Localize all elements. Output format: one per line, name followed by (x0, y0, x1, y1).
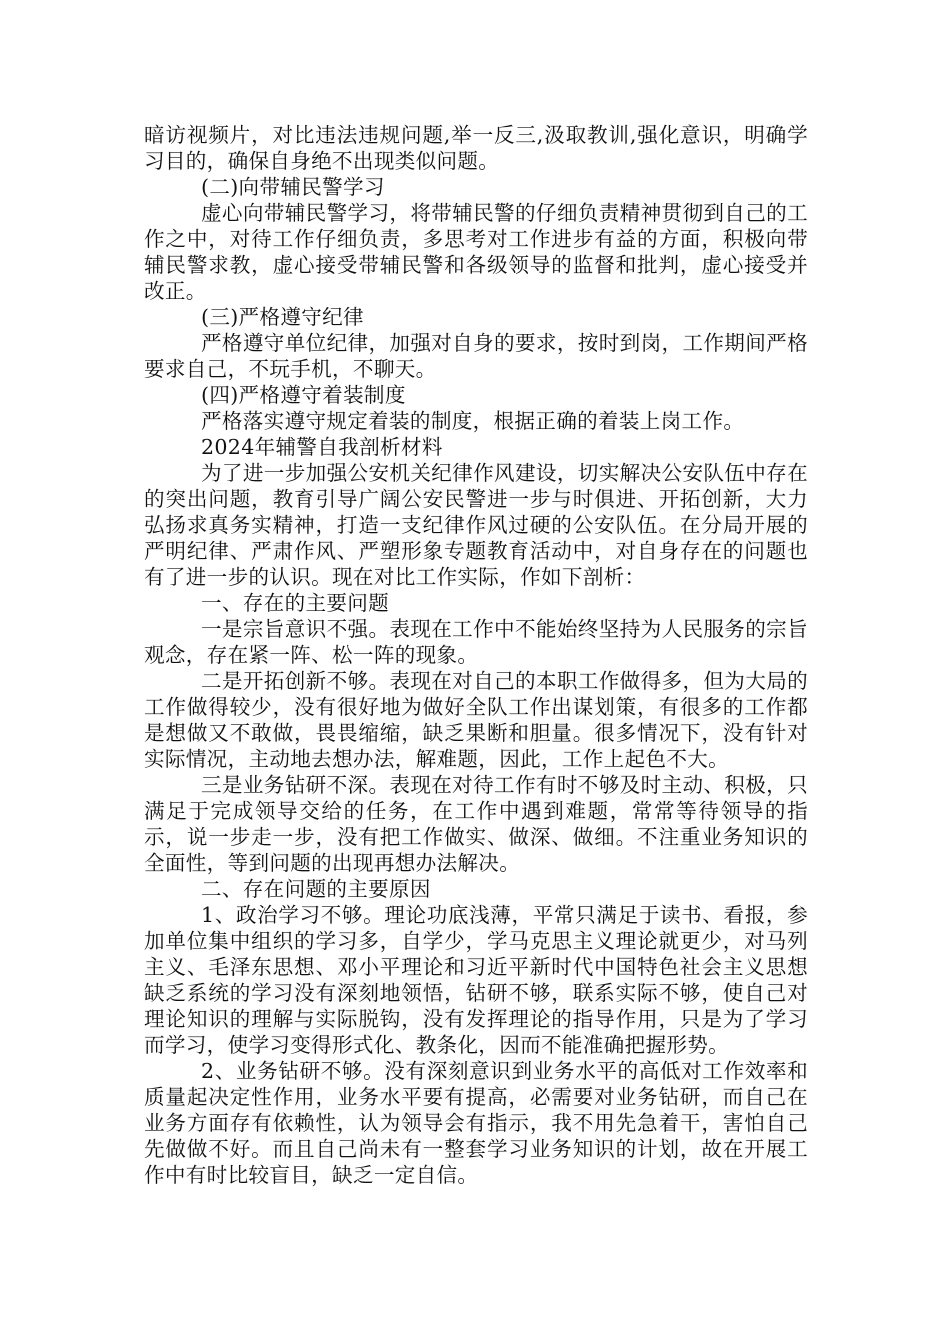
document-title: 2024年辅警自我剖析材料 (201, 435, 443, 459)
paragraph-dress-code: 严格落实遵守规定着装的制度，根据正确的着装上岗工作。 (201, 409, 745, 433)
paragraph-discipline: 严格遵守单位纪律，加强对自身的要求，按时到岗，工作期间严格要求自己，不玩手机，不聊天。 (144, 331, 808, 381)
paragraph-cause-1: 1、政治学习不够。理论功底浅薄，平常只满足于读书、看报，参加单位集中组织的学习多，自学少，学马克思主义理论就更少，对马列主义、毛泽东思想、邓小平理论和习近平新时代中国特色社会主义思想缺乏系统的学习没有深刻地领悟，钻研不够，联系实际不够，使自己对理论知识的理解与实际脱钩，没有发挥理论的指导作用，只是为了学习而学习，使学习变得形式化、教条化，因而不能准确把握形势。 (144, 903, 808, 1057)
paragraph-problem-3: 三是业务钻研不深。表现在对待工作有时不够及时主动、积极，只满足于完成领导交给的任务，在工作中遇到难题，常常等待领导的指示，说一步走一步，没有把工作做实、做深、做细。不注重业务知识的全面性，等到问题的出现再想办法解决。 (144, 773, 808, 875)
heading-learn-from-mentor: (二)向带辅民警学习 (201, 175, 385, 199)
heading-main-problems: 一、存在的主要问题 (201, 591, 390, 615)
paragraph-introduction: 为了进一步加强公安机关纪律作风建设，切实解决公安队伍中存在的突出问题，教育引导广阔公安民警进一步与时俱进、开拓创新，大力弘扬求真务实精神，打造一支纪律作风过硬的公安队伍。在分局开展的严明纪律、严肃作风、严塑形象专题教育活动中，对自身存在的问题也有了进一步的认识。现在对比工作实际，作如下剖析： (144, 461, 808, 589)
heading-discipline: (三)严格遵守纪律 (201, 305, 364, 329)
paragraph-learn-from-mentor: 虚心向带辅民警学习，将带辅民警的仔细负责精神贯彻到自己的工作之中，对待工作仔细负责，多思考对工作进步有益的方面，积极向带辅民警求教，虚心接受带辅民警和各级领导的监督和批判，虚心接受并改正。 (144, 201, 808, 303)
paragraph-problem-1: 一是宗旨意识不强。表现在工作中不能始终坚持为人民服务的宗旨观念，存在紧一阵、松一阵的现象。 (144, 617, 808, 667)
paragraph-problem-2: 二是开拓创新不够。表现在对自己的本职工作做得多，但为大局的工作做得较少，没有很好地为做好全队工作出谋划策，有很多的工作都是想做又不敢做，畏畏缩缩，缺乏果断和胆量。很多情况下，没有针对实际情况，主动地去想办法，解难题，因此，工作上起色不大。 (144, 669, 808, 771)
heading-main-causes: 二、存在问题的主要原因 (201, 877, 431, 901)
paragraph-cause-2: 2、业务钻研不够。没有深刻意识到业务水平的高低对工作效率和质量起决定性作用，业务水平要有提高，必需要对业务钻研，而自己在业务方面存有依赖性，认为领导会有指示，我不用先急着干，害怕自己先做做不好。而且自己尚未有一整套学习业务知识的计划，故在开展工作中有时比较盲目，缺乏一定自信。 (144, 1059, 808, 1187)
document-body (144, 122, 808, 1188)
paragraph-1: 暗访视频片，对比违法违规问题,举一反三,汲取教训,强化意识，明确学习目的，确保自身绝不出现类似问题。 (144, 123, 808, 173)
heading-dress-code: (四)严格遵守着装制度 (201, 383, 406, 407)
